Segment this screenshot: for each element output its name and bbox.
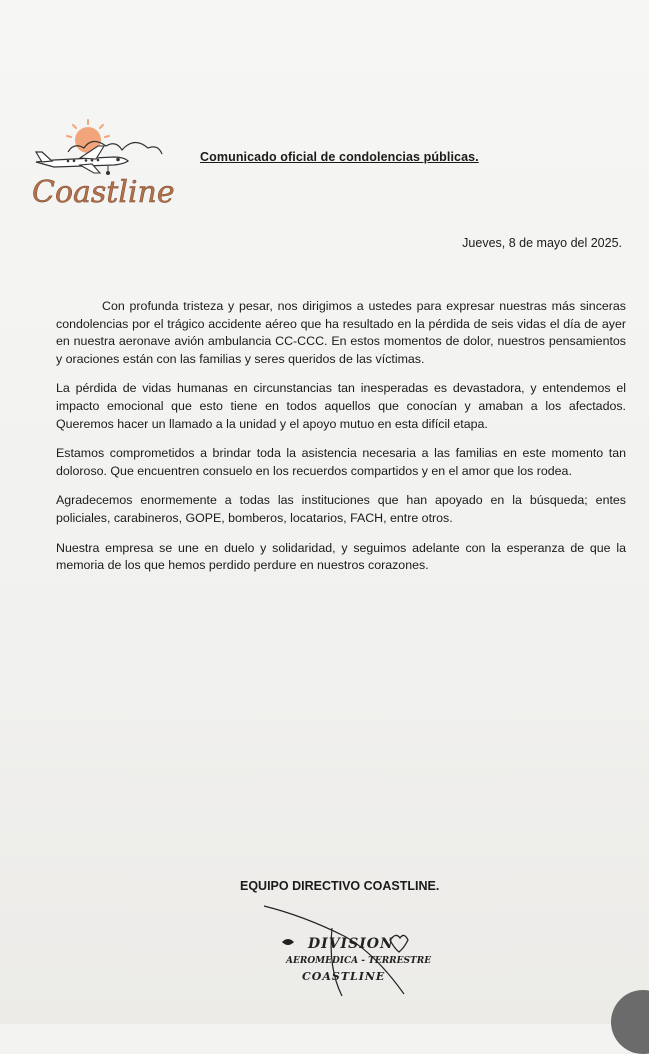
official-stamp [262, 900, 432, 1000]
paragraph: Agradecemos enormemente a todas las instituciones que han apoyado en la búsqueda; entes policiales, carabineros, GOPE, bomberos, locatarios, FACH, entre otros. [56, 493, 626, 525]
corner-shadow [611, 990, 649, 1054]
stamp-line-coastline: COASTLINE [302, 970, 386, 983]
document-date: Jueves, 8 de mayo del 2025. [462, 236, 622, 250]
paragraph: La pérdida de vidas humanas en circunstancias tan inesperadas es devastadora, y entendemos el impacto emocional que esto tiene en todos aquellos que conocían y amaban a los afectados. Queremos hacer un llamado a la unidad y el apoyo mutuo en esta difícil etapa. [56, 381, 626, 431]
signature-team: EQUIPO DIRECTIVO COASTLINE. [240, 879, 440, 893]
stamp-line-division: DIVISION [308, 936, 394, 952]
coastline-logo [28, 118, 178, 218]
document-body [56, 298, 626, 587]
paragraph: Nuestra empresa se une en duelo y solidaridad, y seguimos adelante con la esperanza de que la memoria de los que hemos perdido perdure en nuestros corazones. [56, 540, 626, 573]
logo-wordmark: Coastline [32, 175, 175, 210]
document-heading: Comunicado oficial de condolencias públicas. [200, 150, 479, 164]
paragraph: Estamos comprometidos a brindar toda la asistencia necesaria a las familias en este momento tan doloroso. Que encuentren consuelo en los recuerdos compartidos y en el amor que los rodea. [56, 446, 626, 478]
stamp-line-aeromedica: AEROMEDICA - TERRESTRE [286, 956, 432, 966]
paragraph: Con profunda tristeza y pesar, nos dirigimos a ustedes para expresar nuestras más sinceras condolencias por el trágico accidente aéreo que ha resultado en la pérdida de seis vidas el día de ayer en nuestra aeronave avión ambulancia CC-CCC. En estos momentos de dolor, nuestros pensamientos y oraciones están con las familias y seres queridos de las víctimas. [56, 299, 626, 366]
